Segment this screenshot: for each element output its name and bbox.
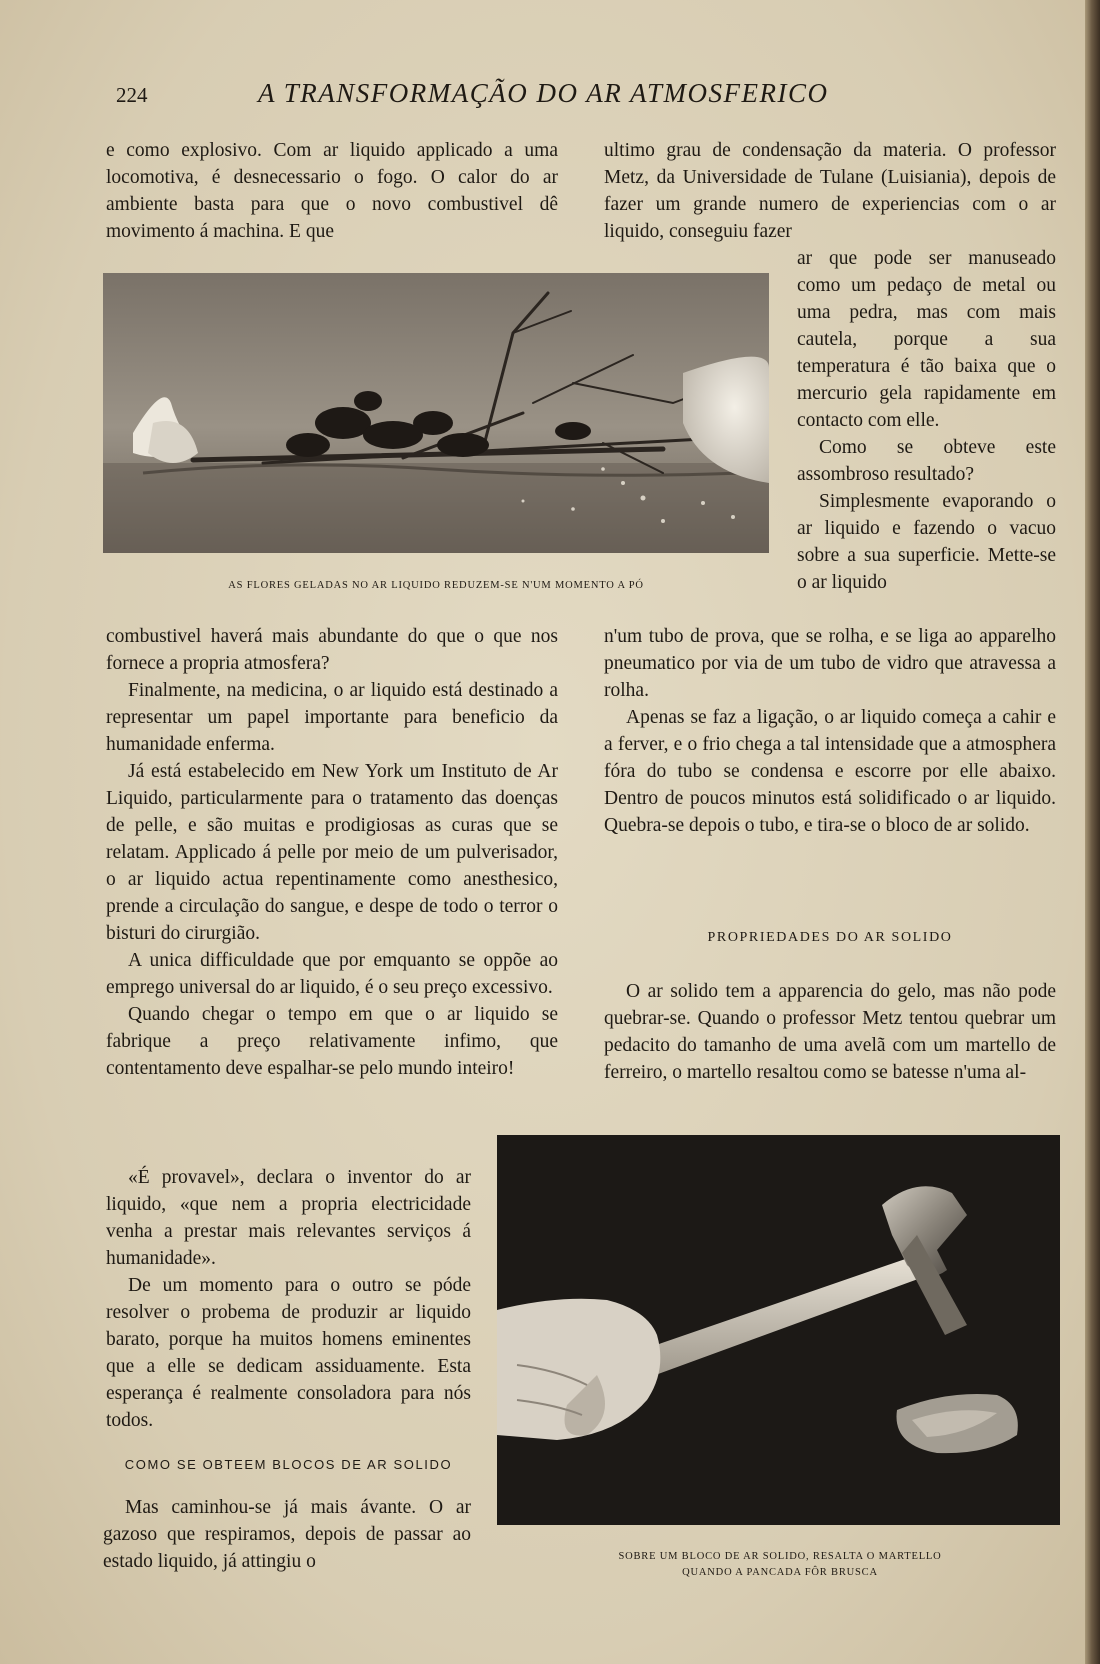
paragraph: «É provavel», declara o inventor do ar liquido, «que nem a propria electricidade venha a prestar mais relevantes serviços á humanidade». <box>106 1167 471 1269</box>
left-column-narrow <box>106 1164 471 1434</box>
section-heading: COMO SE OBTEEM BLOCOS DE AR SOLIDO <box>124 1457 453 1472</box>
hammer-caption <box>530 1549 1030 1581</box>
paragraph: combustivel haverá mais abundante do que o que nos fornece a propria atmosfera? <box>106 626 558 674</box>
running-title: A TRANSFORMAÇÃO DO AR ATMOSFERICO <box>258 78 829 108</box>
right-column-narrow <box>797 245 1056 596</box>
paragraph: ultimo grau de condensação da materia. O professor Metz, da Universidade de Tulane (Luisiania), depois de fazer um grande numero de experiencias com o ar liquido, conseguiu fazer <box>604 140 1056 242</box>
paragraph: Apenas se faz a ligação, o ar liquido começa a cahir e a ferver, e o frio chega a tal intensidade que a atmosphera fóra do tubo se condensa e escorre por elle abaixo. Dentro de poucos minutos está solidificado o ar liquido. Quebra-se depois o tubo, e tira-se o bloco de ar solido. <box>604 707 1056 836</box>
paragraph: A unica difficuldade que por emquanto se oppõe ao emprego universal do ar liquido, é o seu preço excessivo. <box>106 950 558 998</box>
paragraph: ar que pode ser manuseado como um pedaço de metal ou uma pedra, mas com mais cautela, porque a sua temperatura é tão baixa que o mercurio gela rapidamente em contacto com elle. <box>797 248 1056 431</box>
paragraph: Quando chegar o tempo em que o ar liquido se fabrique a preço relativamente infimo, que contentamento deve espalhar-se pelo mundo inteiro! <box>106 1004 558 1079</box>
left-column-bottom <box>103 1494 471 1575</box>
paragraph: e como explosivo. Com ar liquido applicado a uma locomotiva, é desnecessario o fogo. O calor do ar ambiente basta para que o novo combustivel dê movimento á machina. E que <box>106 140 558 242</box>
frozen-flowers-photo <box>103 273 769 553</box>
paragraph: Mas caminhou-se já mais ávante. O ar gazoso que respiramos, depois de passar ao estado liquido, já attingiu o <box>103 1497 471 1572</box>
book-spine-edge <box>1085 0 1100 1664</box>
hammer-caption-line-1: SOBRE UM BLOCO DE AR SOLIDO, RESALTA O MARTELLO <box>618 1551 942 1562</box>
paragraph: Simplesmente evaporando o ar liquido e fazendo o vacuo sobre a sua superficie. Mette-se o ar liquido <box>797 491 1056 593</box>
paragraph: n'um tubo de prova, que se rolha, e se liga ao apparelho pneumatico por via de um tubo de vidro que atravessa a rolha. <box>604 626 1056 701</box>
left-column-body <box>106 623 558 1082</box>
paragraph: De um momento para o outro se póde resolver o probema de produzir ar liquido barato, porque ha muitos homens eminentes que a elle se dedicam assiduamente. Esta esperança é realmente consoladora para nós todos. <box>106 1275 471 1431</box>
paragraph: O ar solido tem a apparencia do gelo, mas não pode quebrar-se. Quando o professor Metz tentou quebrar um pedacito do tamanho de uma avelã com um martello de ferreiro, o martello resaltou como se batesse n'uma al- <box>604 981 1056 1083</box>
page-number: 224 <box>116 83 148 107</box>
paragraph: Como se obteve este assombroso resultado? <box>797 437 1056 485</box>
paragraph: Finalmente, na medicina, o ar liquido está destinado a representar um papel importante para beneficio da humanidade enferma. <box>106 680 558 755</box>
right-column-top <box>604 137 1056 245</box>
flowers-caption: AS FLORES GELADAS NO AR LIQUIDO REDUZEM-SE N'UM MOMENTO A PÓ <box>228 580 644 591</box>
right-column-bottom <box>604 978 1056 1086</box>
section-heading: PROPRIEDADES DO AR SOLIDO <box>707 930 953 945</box>
right-column-body <box>604 623 1056 839</box>
hammer-photo <box>497 1135 1060 1525</box>
left-column-top <box>106 137 558 245</box>
hammer-caption-line-2: QUANDO A PANCADA FÔR BRUSCA <box>682 1567 878 1578</box>
paragraph: Já está estabelecido em New York um Instituto de Ar Liquido, particularmente para o tratamento das doenças de pelle, e são muitas e prodigiosas as curas que se relatam. Applicado á pelle por meio de um pulverisador, o ar liquido actua repentinamente como anesthesico, prende a circulação do sangue, e despe de todo o terror o bisturi do cirurgião. <box>106 761 558 944</box>
